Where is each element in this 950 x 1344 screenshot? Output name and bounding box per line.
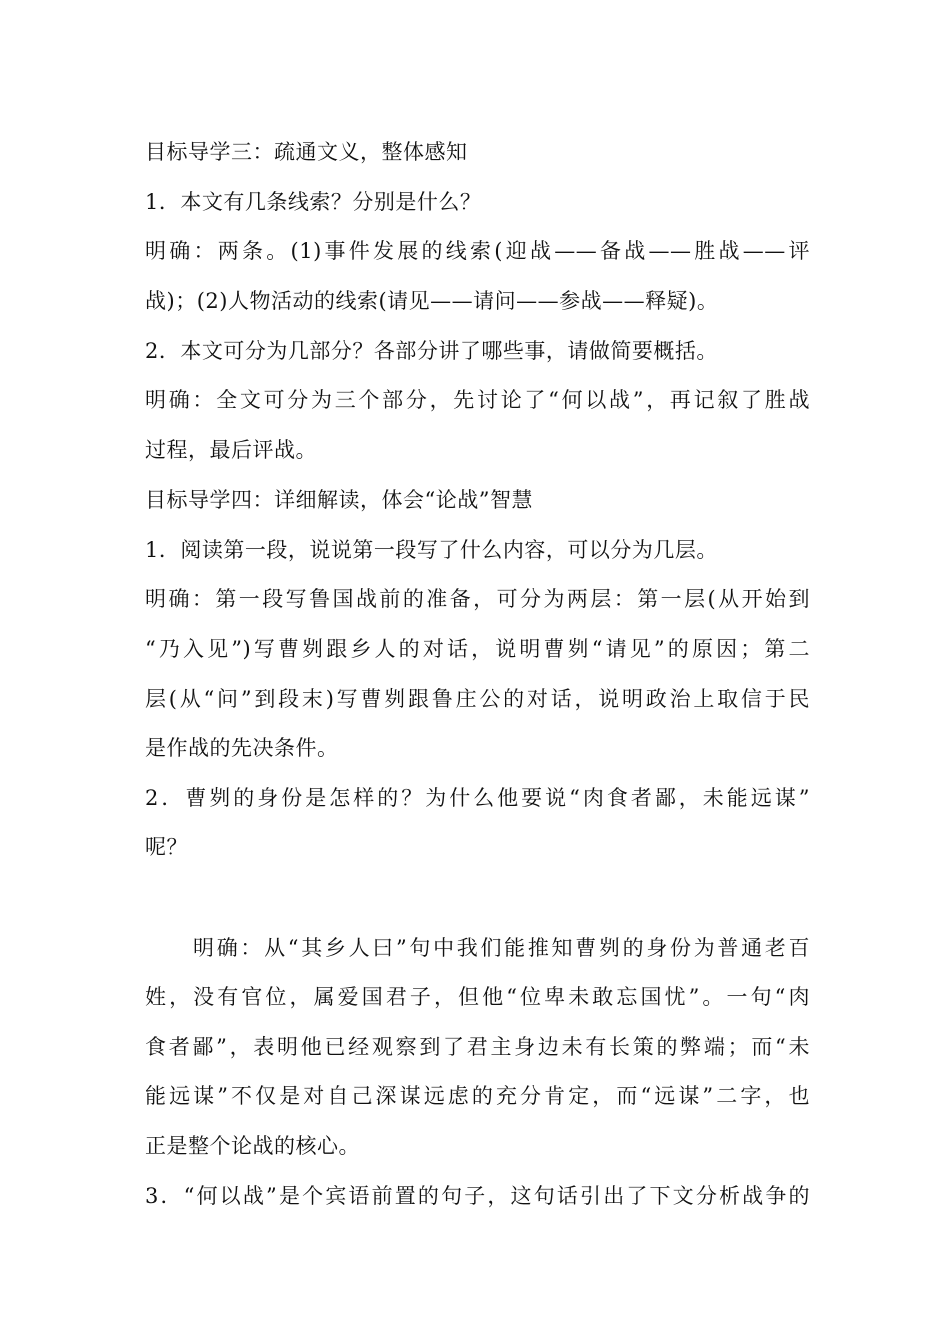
answer-4-1-line-3: 层(从“问”到段末)写曹刿跟鲁庄公的对话，说明政治上取信于民	[145, 687, 810, 711]
section-heading-4: 目标导学四：详细解读，体会“论战”智慧	[145, 488, 533, 512]
answer-4-2-line-2: 姓，没有官位，属爱国君子，但他“位卑未敢忘国忧”。一句“肉	[145, 985, 810, 1009]
answer-4-2-line-1: 明确：从“其乡人曰”句中我们能推知曹刿的身份为普通老百	[193, 936, 810, 960]
answer-4-2-line-4: 能远谋”不仅是对自己深谋远虑的充分肯定，而“远谋”二字，也	[145, 1084, 810, 1108]
answer-1-line-2: 战)；(2)人物活动的线索(请见——请问——参战——释疑)。	[145, 289, 719, 313]
answer-2-line-2: 过程，最后评战。	[145, 438, 317, 462]
answer-4-2-line-3: 食者鄙”，表明他已经观察到了君主身边未有长策的弊端；而“未	[145, 1035, 810, 1059]
answer-2-line-1: 明确：全文可分为三个部分，先讨论了“何以战”，再记叙了胜战	[145, 388, 810, 412]
question-4-2-line-1: 2．曹刿的身份是怎样的？为什么他要说“肉食者鄙，未能远谋”	[145, 786, 810, 810]
question-1: 1．本文有几条线索？分别是什么？	[145, 190, 482, 214]
question-4-1: 1．阅读第一段，说说第一段写了什么内容，可以分为几层。	[145, 538, 718, 562]
answer-4-1-line-4: 是作战的先决条件。	[145, 736, 339, 760]
answer-4-2-line-5: 正是整个论战的核心。	[145, 1134, 360, 1158]
question-4-3-line-1: 3．“何以战”是个宾语前置的句子，这句话引出了下文分析战争的	[145, 1184, 810, 1208]
answer-1-line-1: 明确：两条。(1)事件发展的线索(迎战——备战——胜战——评	[145, 239, 810, 263]
section-heading-3: 目标导学三：疏通文义，整体感知	[145, 140, 468, 164]
question-4-2-line-2: 呢？	[145, 835, 188, 859]
question-2: 2．本文可分为几部分？各部分讲了哪些事，请做简要概括。	[145, 339, 718, 363]
answer-4-1-line-2: “乃入见”)写曹刿跟乡人的对话，说明曹刿“请见”的原因；第二	[145, 637, 810, 661]
answer-4-1-line-1: 明确：第一段写鲁国战前的准备，可分为两层：第一层(从开始到	[145, 587, 810, 611]
